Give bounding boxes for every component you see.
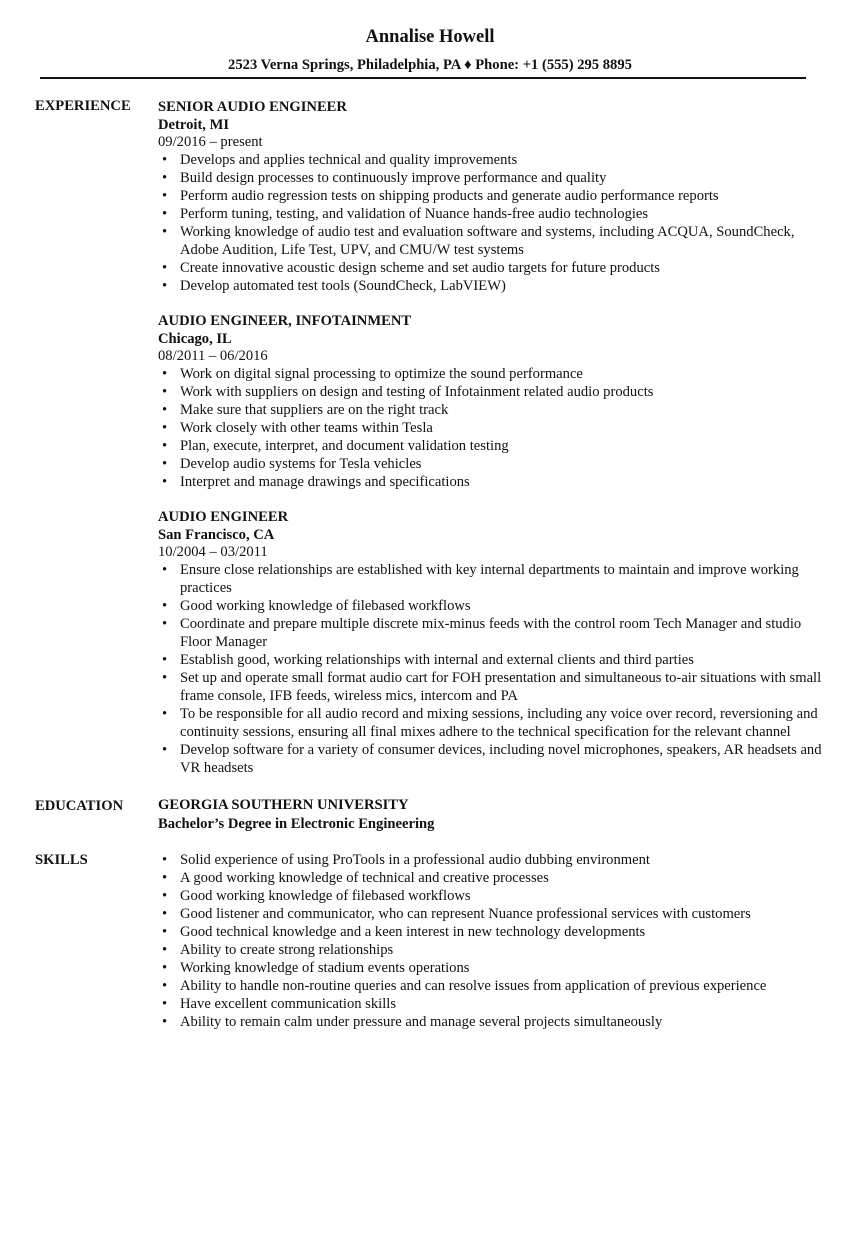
duty-text: Ensure close relationships are established with key internal departments to maintain and improve working practices (180, 562, 799, 596)
job-entry (158, 97, 825, 295)
skill-text: Good listener and communicator, who can represent Nuance professional services with customers (180, 906, 751, 922)
duty-text: Develops and applies technical and quality improvements (180, 152, 518, 168)
header-divider (40, 77, 806, 79)
skill-item (158, 923, 825, 941)
education-section (35, 797, 825, 833)
duty-text: Develop software for a variety of consumer devices, including novel microphones, speakers, AR headsets and VR headsets (180, 742, 822, 776)
job-title: AUDIO ENGINEER (158, 509, 289, 525)
candidate-name: Annalise Howell (365, 27, 495, 47)
skill-text: Good technical knowledge and a keen interest in new technology developments (180, 924, 646, 940)
job-title: AUDIO ENGINEER, INFOTAINMENT (158, 313, 412, 329)
duty-text: Make sure that suppliers are on the right track (180, 402, 449, 418)
job-location: Chicago, IL (158, 331, 232, 347)
job-location: Detroit, MI (158, 117, 230, 133)
bullet-icon: • (162, 670, 168, 686)
duty-item (158, 151, 825, 169)
job-duties (158, 561, 825, 777)
duty-item (158, 419, 825, 437)
bullet-icon: • (162, 742, 168, 758)
duty-item (158, 205, 825, 223)
skill-item (158, 941, 825, 959)
bullet-icon: • (162, 420, 168, 436)
contact-line: 2523 Verna Springs, Philadelphia, PA ♦ Phone: +1 (555) 295 8895 (228, 57, 632, 73)
duty-text: Work with suppliers on design and testing of Infotainment related audio products (180, 384, 654, 400)
bullet-icon: • (162, 188, 168, 204)
skill-text: Good working knowledge of filebased workflows (180, 888, 471, 904)
duty-text: Good working knowledge of filebased workflows (180, 598, 471, 614)
skill-text: Ability to handle non-routine queries and can resolve issues from application of previous experience (180, 978, 767, 994)
resume-body (35, 97, 825, 1031)
bullet-icon: • (162, 402, 168, 418)
duty-item (158, 401, 825, 419)
bullet-icon: • (162, 474, 168, 490)
bullet-icon: • (162, 960, 168, 976)
skill-text: Solid experience of using ProTools in a professional audio dubbing environment (180, 852, 650, 868)
skill-item (158, 977, 825, 995)
duty-text: Perform audio regression tests on shipping products and generate audio performance reports (180, 188, 719, 204)
skill-text: A good working knowledge of technical and creative processes (180, 870, 549, 886)
bullet-icon: • (162, 870, 168, 886)
duty-item (158, 669, 825, 705)
duty-item (158, 473, 825, 491)
job-duties (158, 365, 825, 491)
duty-item (158, 741, 825, 777)
duty-text: Coordinate and prepare multiple discrete mix-minus feeds with the control room Tech Manager and studio Floor Manager (180, 616, 802, 650)
duty-item (158, 651, 825, 669)
section-heading-skills: SKILLS (35, 852, 88, 868)
duty-text: Develop audio systems for Tesla vehicles (180, 456, 422, 472)
job-dates: 08/2011 – 06/2016 (158, 348, 268, 364)
section-heading-experience: EXPERIENCE (35, 98, 131, 114)
education-details (158, 797, 825, 833)
duty-text: Working knowledge of audio test and evaluation software and systems, including ACQUA, SoundCheck, Adobe Audition, Life Test, UPV, and CMU/W test systems (180, 224, 795, 258)
experience-list (158, 97, 825, 777)
bullet-icon: • (162, 456, 168, 472)
skills-section (35, 851, 825, 1031)
bullet-icon: • (162, 706, 168, 722)
bullet-icon: • (162, 996, 168, 1012)
skill-text: Working knowledge of stadium events operations (180, 960, 470, 976)
skill-text: Have excellent communication skills (180, 996, 397, 1012)
duty-item (158, 187, 825, 205)
bullet-icon: • (162, 852, 168, 868)
duty-item (158, 615, 825, 651)
bullet-icon: • (162, 384, 168, 400)
bullet-icon: • (162, 170, 168, 186)
skill-items (158, 851, 825, 1031)
experience-section (35, 97, 825, 777)
bullet-icon: • (162, 438, 168, 454)
skill-item (158, 995, 825, 1013)
bullet-icon: • (162, 652, 168, 668)
bullet-icon: • (162, 942, 168, 958)
bullet-icon: • (162, 1014, 168, 1030)
skill-item (158, 869, 825, 887)
bullet-icon: • (162, 598, 168, 614)
duty-item (158, 169, 825, 187)
bullet-icon: • (162, 260, 168, 276)
bullet-icon: • (162, 616, 168, 632)
bullet-icon: • (162, 888, 168, 904)
duty-item (158, 223, 825, 259)
duty-item (158, 277, 825, 295)
skill-item (158, 851, 825, 869)
bullet-icon: • (162, 906, 168, 922)
duty-item (158, 365, 825, 383)
skill-text: Ability to create strong relationships (180, 942, 394, 958)
skill-item (158, 887, 825, 905)
duty-item (158, 597, 825, 615)
bullet-icon: • (162, 152, 168, 168)
duty-text: Develop automated test tools (SoundCheck, LabVIEW) (180, 278, 506, 294)
duty-text: Perform tuning, testing, and validation of Nuance hands-free audio technologies (180, 206, 649, 222)
skills-list (158, 851, 825, 1031)
bullet-icon: • (162, 924, 168, 940)
skill-item (158, 959, 825, 977)
bullet-icon: • (162, 366, 168, 382)
job-dates: 10/2004 – 03/2011 (158, 544, 268, 560)
job-entry (158, 507, 825, 777)
duty-item (158, 561, 825, 597)
job-title: SENIOR AUDIO ENGINEER (158, 99, 347, 115)
section-heading-education: EDUCATION (35, 798, 124, 814)
duty-text: Build design processes to continuously improve performance and quality (180, 170, 607, 186)
bullet-icon: • (162, 206, 168, 222)
job-entry (158, 311, 825, 491)
duty-item (158, 259, 825, 277)
job-location: San Francisco, CA (158, 527, 275, 543)
duty-text: Create innovative acoustic design scheme and set audio targets for future products (180, 260, 660, 276)
bullet-icon: • (162, 562, 168, 578)
duty-item (158, 705, 825, 741)
duty-text: Interpret and manage drawings and specifications (180, 474, 470, 490)
duty-text: Establish good, working relationships with internal and external clients and third parties (180, 652, 694, 668)
bullet-icon: • (162, 224, 168, 240)
degree-name: Bachelor’s Degree in Electronic Engineering (158, 816, 435, 832)
duty-text: To be responsible for all audio record and mixing sessions, including any voice over record, reversioning and continuity sessions, ensuring all final mixes adhere to the technical specification for the relevant channel (180, 706, 818, 740)
bullet-icon: • (162, 278, 168, 294)
duty-item (158, 437, 825, 455)
job-duties (158, 151, 825, 295)
duty-item (158, 383, 825, 401)
skill-text: Ability to remain calm under pressure and manage several projects simultaneously (180, 1014, 663, 1030)
duty-text: Set up and operate small format audio cart for FOH presentation and simultaneous to-air situations with small frame console, IFB feeds, wireless mics, intercom and PA (180, 670, 822, 704)
resume-header (0, 26, 860, 74)
skill-item (158, 905, 825, 923)
skill-item (158, 1013, 825, 1031)
duty-text: Work closely with other teams within Tesla (180, 420, 433, 436)
bullet-icon: • (162, 978, 168, 994)
duty-item (158, 455, 825, 473)
job-dates: 09/2016 – present (158, 134, 263, 150)
school-name: GEORGIA SOUTHERN UNIVERSITY (158, 797, 409, 813)
duty-text: Work on digital signal processing to optimize the sound performance (180, 366, 583, 382)
duty-text: Plan, execute, interpret, and document validation testing (180, 438, 509, 454)
